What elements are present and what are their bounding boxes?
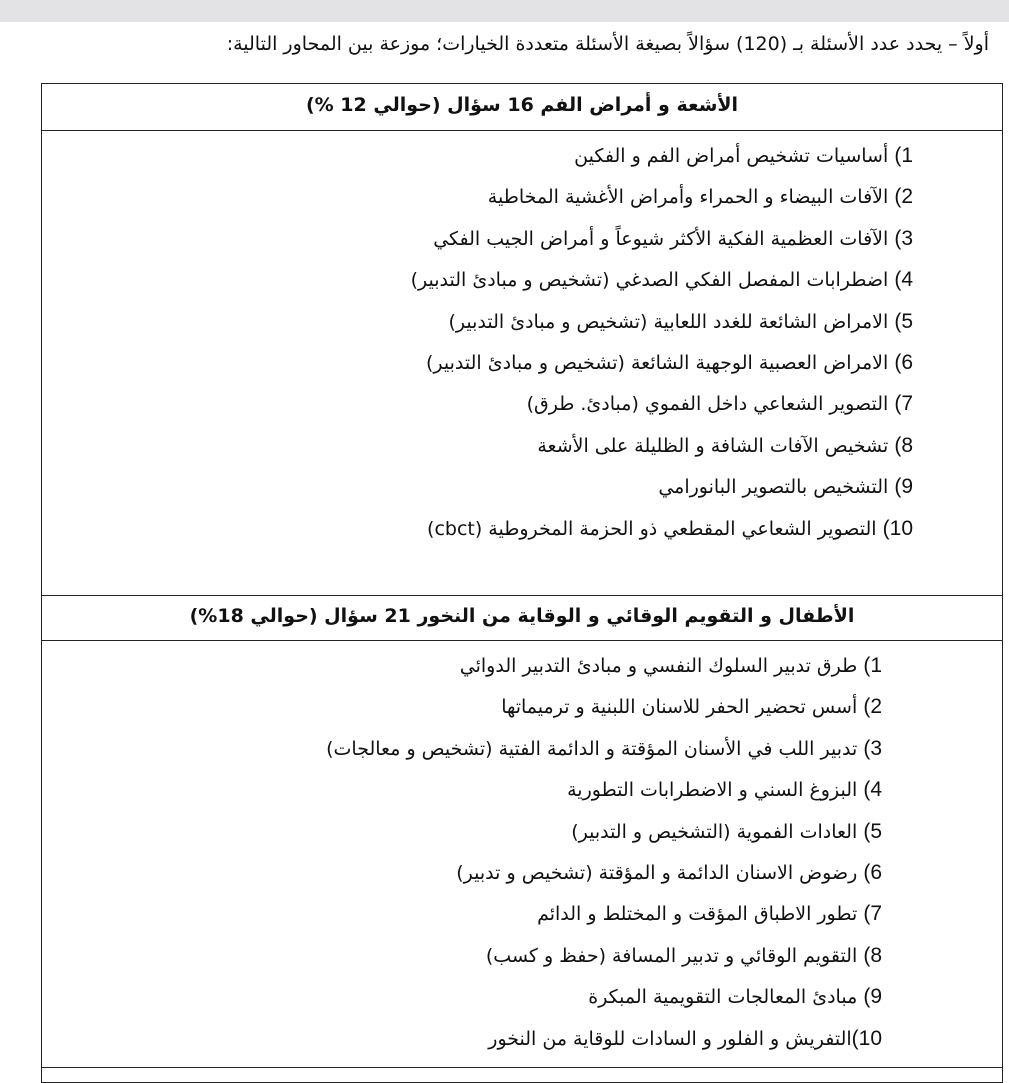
list-item: 9) التشخيص بالتصوير البانورامي	[658, 475, 913, 499]
section-heading-radiology: الأشعة و أمراض الفم 16 سؤال (حوالي 12 %)	[305, 94, 739, 116]
list-item: 9) مبادئ المعالجات التقويمية المبكرة	[588, 985, 882, 1009]
list-item: 4) البزوغ السني و الاضطرابات التطورية	[567, 778, 882, 802]
list-item: 8) التقويم الوقائي و تدبير المسافة (حفظ و كسب)	[485, 943, 882, 967]
section-list-pediatrics	[42, 645, 882, 1059]
divider	[41, 1067, 1003, 1068]
list-item: 6) رضوض الاسنان الدائمة و المؤقتة (تشخيص و تدبير)	[456, 860, 882, 884]
list-item: 5) العادات الفموية (التشخيص و التدبير)	[571, 819, 882, 843]
divider	[41, 595, 1003, 596]
divider	[41, 130, 1003, 131]
list-item: 2) أسس تحضير الحفر للاسنان اللبنية و ترميماتها	[501, 695, 882, 719]
list-item: 1) طرق تدبير السلوك النفسي و مبادئ التدبير الدوائي	[459, 654, 882, 677]
section-heading-pediatrics: الأطفال و التقويم الوقائي و الوقاية من النخور 21 سؤال (حوالي 18%)	[189, 605, 855, 627]
list-item: 3) تدبير اللب في الأسنان المؤقتة و الدائمة الفتية (تشخيص و معالجات)	[326, 736, 882, 760]
intro-text: أولاً – يحدد عدد الأسئلة بـ (120) سؤالاً بصيغة الأسئلة متعددة الخيارات؛ موزعة بين المحاور التالية:	[226, 33, 989, 55]
list-item: 8) تشخيص الآفات الشافة و الظليلة على الأشعة	[537, 433, 913, 457]
list-item: 6) الامراض العصبية الوجهية الشائعة (تشخيص و مبادئ التدبير)	[426, 350, 913, 374]
list-item: 10) التصوير الشعاعي المقطعي ذو الحزمة المخروطية (cbct)	[427, 516, 913, 540]
list-item: 7) تطور الاطباق المؤقت و المختلط و الدائم	[537, 902, 882, 926]
list-item: 3) الآفات العظمية الفكية الأكثر شيوعاً و أمراض الجيب الفكي	[433, 226, 913, 250]
divider	[41, 640, 1003, 641]
section-list-radiology	[43, 135, 913, 549]
list-item: 1) أساسيات تشخيص أمراض الفم و الفكين	[574, 144, 913, 167]
list-item: 4) اضطرابات المفصل الفكي الصدغي (تشخيص و مبادئ التدبير)	[410, 268, 913, 292]
top-bar	[0, 0, 1009, 22]
list-item: 7) التصوير الشعاعي داخل الفموي (مبادئ. طرق)	[526, 392, 913, 416]
list-item: 5) الامراض الشائعة للغدد اللعابية (تشخيص و مبادئ التدبير)	[448, 309, 913, 333]
list-item: 2) الآفات البيضاء و الحمراء وأمراض الأغشية المخاطية	[487, 185, 913, 209]
list-item: 10)التفريش و الفلور و السادات للوقاية من النخور	[488, 1026, 882, 1050]
